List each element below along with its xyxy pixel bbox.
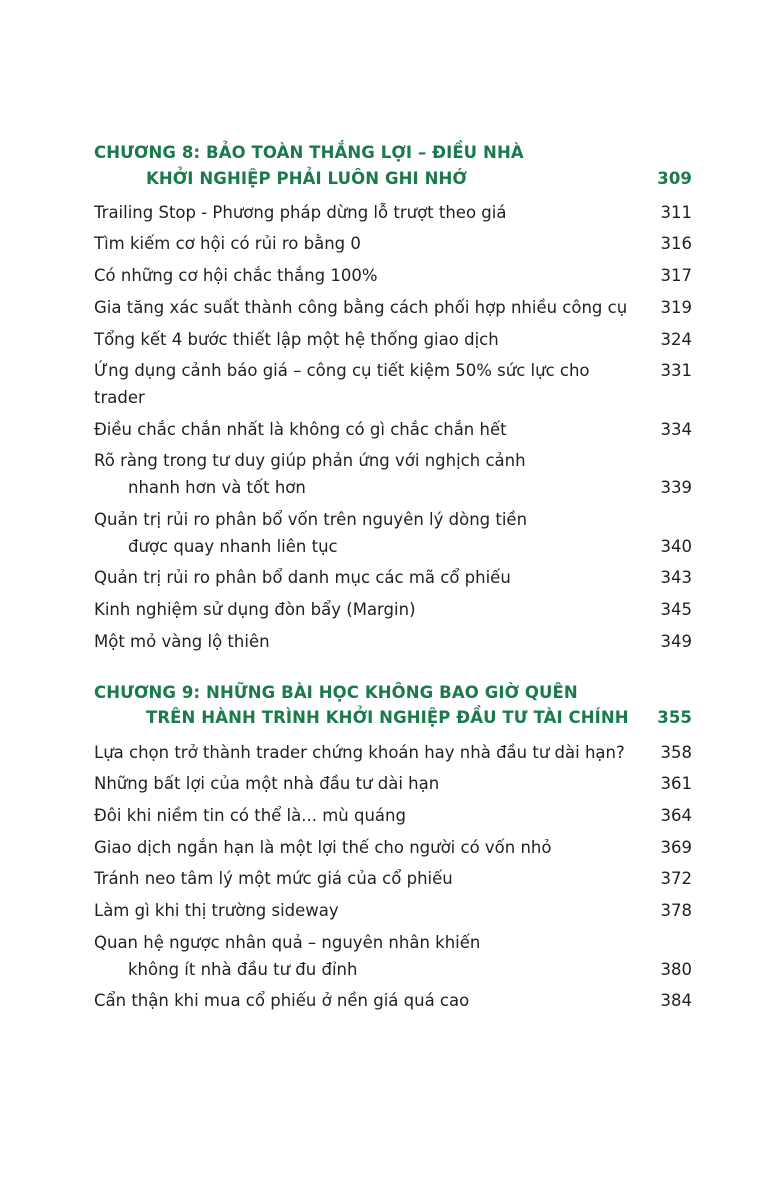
toc-entry[interactable] [94,927,692,985]
chapter-heading-8 [94,140,692,191]
toc-entry-title: Lựa chọn trở thành trader chứng khoán hay nhà đầu tư dài hạn? [94,742,625,762]
toc-entry-title: Tránh neo tâm lý một mức giá của cổ phiếu [94,869,453,889]
toc-entry-page: 311 [660,202,692,222]
toc-entry-page: 334 [660,419,692,439]
toc-entry-page: 358 [660,742,692,762]
toc-entry-page: 384 [660,991,692,1011]
toc-entry-page: 372 [660,869,692,889]
toc-entry-title-line-1: Quan hệ ngược nhân quả – nguyên nhân khiến [94,932,481,952]
toc-entry-title: Trailing Stop - Phương pháp dừng lỗ trượt theo giá [94,202,507,222]
toc-entry-page: 364 [660,805,692,825]
table-of-contents [94,140,692,1018]
toc-entry-page: 349 [660,631,692,651]
chapter-heading-line [94,166,692,192]
toc-entry-title: Quản trị rủi ro phân bổ danh mục các mã cổ phiếu [94,568,511,588]
toc-entry[interactable] [94,356,692,414]
toc-entry-title: Tìm kiếm cơ hội có rủi ro bằng 0 [94,234,361,254]
toc-entry[interactable] [94,832,692,864]
toc-entry-page: 345 [660,599,692,619]
toc-entry[interactable] [94,626,692,658]
chapter-heading-line [94,140,692,166]
toc-entry-page: 343 [660,568,692,588]
chapter-title-line-2: KHỞI NGHIỆP PHẢI LUÔN GHI NHỚ [146,168,467,188]
toc-entry[interactable] [94,414,692,446]
section-spacer [94,658,692,680]
toc-entry-title-line-2: nhanh hơn và tốt hơn [128,478,306,498]
toc-entry-title-line-1: Quản trị rủi ro phân bổ vốn trên nguyên lý dòng tiền [94,509,528,529]
toc-entry-title: Tổng kết 4 bước thiết lập một hệ thống giao dịch [94,329,499,349]
toc-entry-title: Làm gì khi thị trường sideway [94,901,339,921]
toc-entry-page: 316 [660,234,692,254]
chapter-heading-9 [94,680,692,731]
toc-entry-page: 380 [660,959,692,979]
chapter-title-line-1: CHƯƠNG 8: BẢO TOÀN THẮNG LỢI – ĐIỀU NHÀ [94,143,524,162]
toc-entry-title: Kinh nghiệm sử dụng đòn bẩy (Margin) [94,599,416,619]
toc-entry[interactable] [94,292,692,324]
toc-entry-title: Ứng dụng cảnh báo giá – công cụ tiết kiệm 50% sức lực cho trader [94,361,590,407]
toc-entry-page: 369 [660,837,692,857]
chapter-page-number: 355 [657,708,692,728]
toc-entry-title: Cẩn thận khi mua cổ phiếu ở nền giá quá cao [94,991,470,1011]
chapter-title-line-2: TRÊN HÀNH TRÌNH KHỞI NGHIỆP ĐẦU TƯ TÀI CHÍNH [146,708,629,728]
toc-entry-page: 378 [660,901,692,921]
toc-entry-title-line-2: được quay nhanh liên tục [128,536,338,556]
toc-entry-title: Đôi khi niềm tin có thể là... mù quáng [94,805,406,825]
toc-entry[interactable] [94,594,692,626]
toc-entry[interactable] [94,986,692,1018]
chapter-heading-line [94,680,692,706]
toc-entry-title: Có những cơ hội chắc thắng 100% [94,266,378,286]
toc-entry-title [94,930,654,983]
toc-entry-page: 317 [660,266,692,286]
toc-entry-title: Giao dịch ngắn hạn là một lợi thế cho người có vốn nhỏ [94,837,552,857]
toc-entry-title-line-2: không ít nhà đầu tư đu đỉnh [128,959,358,979]
toc-entry[interactable] [94,769,692,801]
toc-entry[interactable] [94,197,692,229]
toc-entry[interactable] [94,563,692,595]
chapter-title-line-1: CHƯƠNG 9: NHỮNG BÀI HỌC KHÔNG BAO GIỜ QUÊN [94,682,578,702]
toc-entry[interactable] [94,229,692,261]
toc-entry-title-line-1: Rõ ràng trong tư duy giúp phản ứng với nghịch cảnh [94,451,526,471]
toc-entry[interactable] [94,896,692,928]
toc-entry-title [94,448,654,501]
toc-entry[interactable] [94,737,692,769]
toc-entry-page: 361 [660,774,692,794]
toc-entry-title: Một mỏ vàng lộ thiên [94,631,270,651]
chapter-heading-line [94,705,692,731]
chapter-page-number: 309 [657,168,692,188]
toc-entry-page: 324 [660,329,692,349]
toc-entry[interactable] [94,800,692,832]
toc-entry-title: Gia tăng xác suất thành công bằng cách phối hợp nhiều công cụ [94,297,628,317]
toc-entry-title [94,507,654,560]
toc-entry-page: 339 [660,478,692,498]
toc-entry-page: 340 [660,536,692,556]
toc-entry-page: 319 [660,297,692,317]
toc-entry[interactable] [94,504,692,562]
toc-entry-page: 331 [660,361,692,381]
toc-entry-title: Điều chắc chắn nhất là không có gì chắc chắn hết [94,419,507,439]
toc-entry-title: Những bất lợi của một nhà đầu tư dài hạn [94,774,440,794]
toc-entry[interactable] [94,324,692,356]
toc-entry[interactable] [94,261,692,293]
toc-entry[interactable] [94,446,692,504]
toc-entry[interactable] [94,864,692,896]
